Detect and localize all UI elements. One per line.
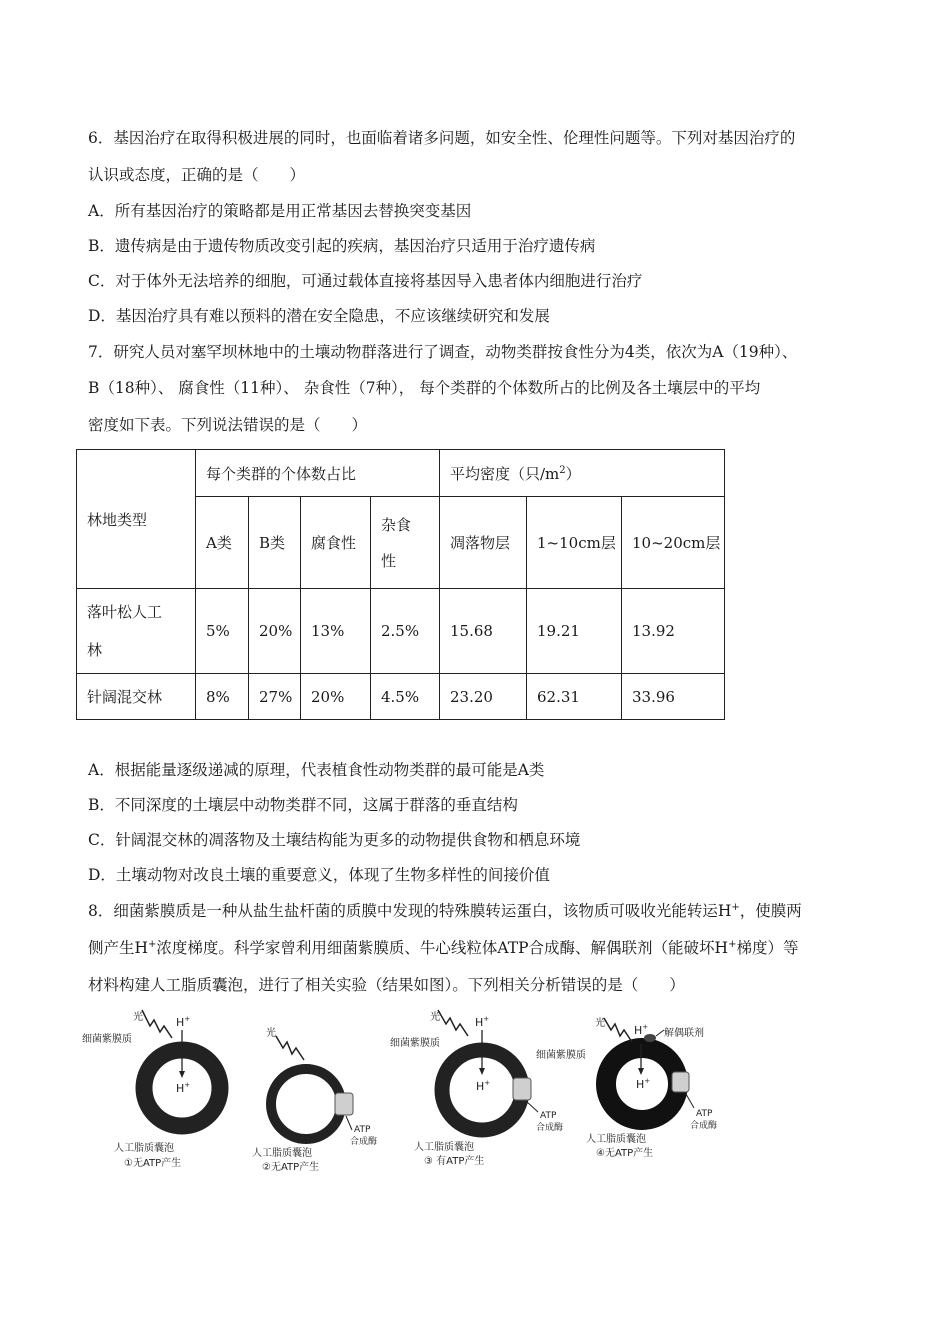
uncoupler-label: 解偶联剂 [664,1028,704,1039]
h-label: H+ [176,1015,191,1029]
light-zigzag-icon [142,1010,172,1038]
q7-option-a: A．根据能量逐级递减的原理，代表植食性动物类群的最可能是A类 [88,761,545,779]
synthase-label: 合成酶 [350,1137,378,1147]
uncoupler-icon [644,1034,656,1042]
cell: 13% [301,589,371,674]
q6-option-c: C．对于体外无法培养的细胞，可通过载体直接将基因导入患者体内细胞进行治疗 [88,272,643,290]
vesicle-4 [536,1016,717,1159]
light-label: 光 [266,1028,276,1039]
cell: 23.20 [440,674,527,720]
lipid-vesicle-ring [271,1069,341,1139]
q8-stem-line3: 材料构建人工脂质囊泡，进行了相关实验（结果如图）。下列相关分析错误的是（ ） [88,976,685,994]
atp-label: ATP [540,1111,557,1121]
cell: 33.96 [622,674,725,720]
q7-option-b: B．不同深度的土壤层中动物类群不同，这属于群落的垂直结构 [88,796,518,814]
cell: 2.5% [371,589,440,674]
cell: 62.31 [527,674,622,720]
arrowhead-icon [179,1071,185,1078]
table-row [77,674,725,720]
pointer-line [346,1116,352,1130]
header-10-20cm: 10~20cm层 [622,497,725,589]
header-ratio-group: 每个类群的个体数占比 [196,450,440,497]
table-row [77,589,725,674]
header-forest-type: 林地类型 [77,450,196,589]
q7-option-c: C．针阔混交林的凋落物及土壤结构能为更多的动物提供食物和栖息环境 [88,831,581,849]
vesicle-label: 人工脂质囊泡 [586,1134,646,1145]
h-label: H+ [634,1023,649,1037]
cell: 19.21 [527,589,622,674]
bacteriorhodopsin-label: 细菌紫膜质 [82,1034,132,1045]
result-caption-1: ①无ATP产生 [124,1158,182,1169]
q6-option-a: A．所有基因治疗的策略都是用正常基因去替换突变基因 [88,202,472,220]
cell: 5% [196,589,249,674]
result-caption-2: ②无ATP产生 [262,1162,320,1173]
q6-option-b: B．遗传病是由于遗传物质改变引起的疾病，基因治疗只适用于治疗遗传病 [88,237,596,255]
vesicle-label: 人工脂质囊泡 [114,1143,174,1154]
vesicle-3 [390,1010,563,1167]
q6-option-d: D．基因治疗具有难以预料的潜在安全隐患，不应该继续研究和发展 [88,307,550,325]
pointer-line [526,1101,538,1112]
atp-synthase-icon [672,1072,689,1092]
synthase-label: 合成酶 [690,1121,718,1131]
q7-stem-line2: B（18种）、 腐食性（11种）、 杂食性（7种）， 每个类群的个体数所占的比例及各土壤层中的平均 [88,379,761,397]
atp-label: ATP [354,1125,371,1135]
arrowhead-icon [479,1068,485,1075]
vesicle-label: 人工脂质囊泡 [414,1142,474,1153]
header-density-group: 平均密度（只$/m^2$） [440,450,725,497]
header-omnivorous: 杂食 性 [371,497,440,589]
atp-synthase-icon [335,1093,353,1115]
bacteriorhodopsin-label: 细菌紫膜质 [536,1050,586,1061]
atp-label: ATP [696,1109,713,1119]
cell: 20% [301,674,371,720]
result-caption-3: ③ 有ATP产生 [424,1156,485,1167]
header-saprophagous: 腐食性 [301,497,371,589]
q7-stem-line1: 7．研究人员对塞罕坝林地中的土壤动物群落进行了调查，动物类群按食性分为4类，依次为A（19种）、 [88,343,798,361]
header-a: A类 [196,497,249,589]
vesicle-label: 人工脂质囊泡 [252,1148,312,1159]
q6-stem-line1: 6．基因治疗在取得积极进展的同时，也面临着诸多问题，如安全性、伦理性问题等。下列对基因治疗的 [88,129,796,147]
light-zigzag-icon [276,1036,304,1060]
header-litter-layer: 凋落物层 [440,497,527,589]
vesicle-figure [80,1008,740,1183]
h-label: H+ [636,1077,651,1091]
pointer-line [686,1094,694,1108]
light-zigzag-icon [438,1010,468,1036]
result-caption-4: ④无ATP产生 [596,1148,654,1159]
cell: 4.5% [371,674,440,720]
cell: 13.92 [622,589,725,674]
atp-synthase-icon [513,1078,531,1100]
vesicle-1 [82,1010,220,1169]
q7-stem-line3: 密度如下表。下列说法错误的是（ ） [88,416,368,434]
header-1-10cm: 1~10cm层 [527,497,622,589]
pointer-line [656,1030,664,1036]
q8-stem-line1: 8．细菌紫膜质是一种从盐生盐杆菌的质膜中发现的特殊膜转运蛋白，该物质可吸收光能转运H+，使膜两 [88,901,802,920]
light-zigzag-icon [604,1018,632,1042]
cell: 8% [196,674,249,720]
synthase-label: 合成酶 [536,1123,564,1133]
row-name: 针阔混交林 [77,674,196,720]
bacteriorhodopsin-label: 细菌紫膜质 [390,1038,440,1049]
soil-animal-table [76,449,725,720]
cell: 27% [249,674,301,720]
cell: 20% [249,589,301,674]
arrowhead-icon [638,1068,644,1075]
q7-option-d: D．土壤动物对改良土壤的重要意义，体现了生物多样性的间接价值 [88,866,550,884]
q8-stem-line2: 侧产生H+浓度梯度。科学家曾利用细菌紫膜质、牛心线粒体ATP合成酶、解偶联剂（能破坏H+梯度）等 [88,938,799,957]
vesicle-2 [252,1026,377,1173]
h-label: H+ [176,1081,191,1095]
light-label: 光 [430,1012,440,1023]
light-label: 光 [595,1018,605,1029]
h-label: H+ [476,1079,491,1093]
row-name: 落叶松人工 林 [77,589,196,674]
q6-stem-line2: 认识或态度，正确的是（ ） [88,166,306,184]
cell: 15.68 [440,589,527,674]
light-label: 光 [133,1012,143,1023]
header-b: B类 [249,497,301,589]
h-label: H+ [475,1015,490,1029]
